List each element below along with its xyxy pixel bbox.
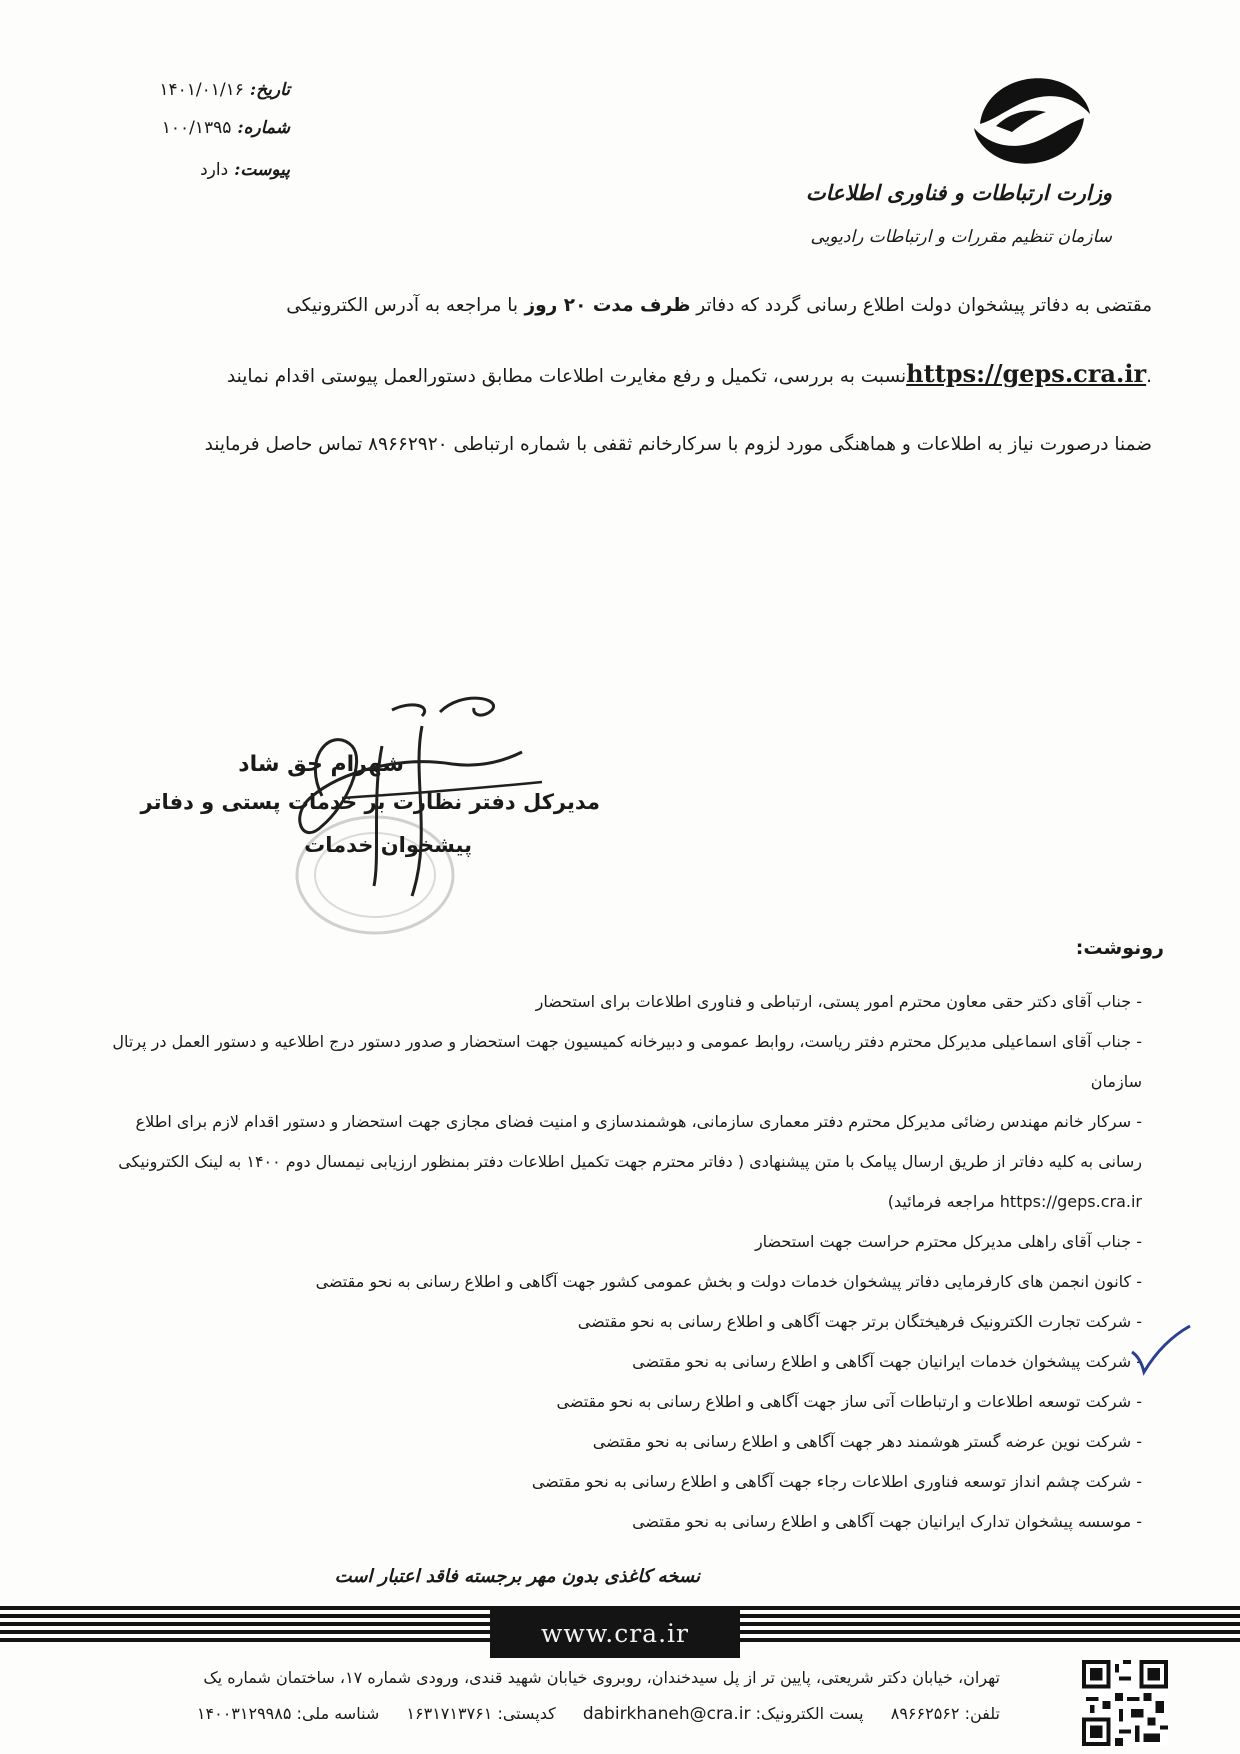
website-link[interactable]: www.cra.ir	[490, 1610, 740, 1658]
para1-text-a: مقتضی به دفاتر پیشخوان دولت اطلاع رسانی گردد که دفاتر	[690, 295, 1152, 316]
para2-text: نسبت به بررسی، تکمیل و رفع مغایرت اطلاعات مطابق دستورالعمل پیوستی اقدام نمایند.	[226, 366, 1152, 387]
body-paragraph-1	[92, 292, 1152, 320]
email-label: پست الکترونیک:	[755, 1704, 864, 1723]
cc-item: - شرکت تجارت الکترونیک فرهیختگان برتر جهت آگاهی و اطلاع رسانی به نحو مقتضی	[577, 1312, 1142, 1331]
cc-item: - شرکت نوین عرضه گستر هوشمند دهر جهت آگاهی و اطلاع رسانی به نحو مقتضی	[592, 1432, 1142, 1451]
phone-label: تلفن:	[964, 1704, 1000, 1723]
signer-title-line-2: پیشخوان خدمات	[304, 833, 472, 857]
cc-heading: رونوشت:	[1075, 937, 1164, 959]
attachment-value: دارد	[200, 160, 229, 180]
signer-name: شهرام حق شاد	[238, 752, 404, 777]
number-label: شماره:	[237, 118, 290, 138]
letter-date	[90, 80, 290, 100]
letter-attachment	[90, 160, 290, 180]
signer-title-line-1: مدیرکل دفتر نظارت بر خدمات پستی و دفاتر	[140, 790, 600, 814]
phone-value: ۸۹۶۶۲۵۶۲	[890, 1704, 960, 1723]
date-value: ۱۴۰۱/۰۱/۱۶	[159, 80, 244, 100]
national-id-label: شناسه ملی:	[296, 1704, 380, 1723]
cc-item: - موسسه پیشخوان تدارک ایرانیان جهت آگاهی و اطلاع رسانی به نحو مقتضی	[632, 1512, 1142, 1531]
postal-code-value: ۱۶۳۱۷۱۳۷۶۱	[406, 1704, 493, 1723]
cc-item: - جناب آقای راهلی مدیرکل محترم حراست جهت استحضار	[754, 1232, 1142, 1251]
organization-name: سازمان تنظیم مقررات و ارتباطات رادیویی	[810, 227, 1112, 247]
postal-code-label: کدپستی:	[497, 1704, 556, 1723]
body-paragraph-2	[92, 360, 1152, 391]
ministry-name: وزارت ارتباطات و فناوری اطلاعات	[805, 180, 1112, 205]
cra-logo-icon	[966, 66, 1098, 176]
cc-item: - کانون انجمن های کارفرمایی دفاتر پیشخوان خدمات دولت و بخش عمومی کشور جهت آگاهی و اطلاع رسانی به نحو مقتضی	[315, 1272, 1142, 1291]
geps-link[interactable]: https://geps.cra.ir	[906, 359, 1147, 388]
cc-item: - سرکار خانم مهندس رضائی مدیرکل محترم دفتر معماری سازمانی، هوشمندسازی و امنیت فضای مجازی جهت استحضار و دستور اقدام لازم برای اطلاع رسانی به کلیه دفاتر از طریق ارسال پیامک با متن پیشنهادی ( دفاتر محترم جهت تکمیل اطلاعات دفتر بمنظور ارزیابی نیمسال دوم ۱۴۰۰ به لینک الکترونیکی https://geps.cra.ir مراجعه فرمائید)	[118, 1112, 1142, 1211]
para1-text-b: با مراجعه به آدرس الکترونیکی	[286, 295, 519, 316]
cc-item: - شرکت پیشخوان خدمات ایرانیان جهت آگاهی و اطلاع رسانی به نحو مقتضی	[632, 1352, 1142, 1371]
attachment-label: پیوست:	[234, 160, 290, 180]
cc-item: - شرکت توسعه اطلاعات و ارتباطات آتی ساز جهت آگاهی و اطلاع رسانی به نحو مقتضی	[556, 1392, 1142, 1411]
national-id-value: ۱۴۰۰۳۱۲۹۹۸۵	[196, 1704, 292, 1723]
validity-notice: نسخه کاغذی بدون مهر برجسته فاقد اعتبار است	[334, 1566, 700, 1587]
email-value[interactable]: dabirkhaneh@cra.ir	[582, 1704, 751, 1724]
postal-address: تهران، خیابان دکتر شریعتی، پایین تر از پل سیدخندان، روبروی خیابان شهید قندی، ورودی شماره ۱۷، ساختمان شماره یک	[203, 1668, 1000, 1687]
handwritten-signature-icon	[262, 686, 562, 906]
para1-deadline: ظرف مدت ۲۰ روز	[518, 295, 691, 316]
cc-item: - جناب آقای اسماعیلی مدیرکل محترم دفتر ریاست، روابط عمومی و دبیرخانه کمیسیون جهت استحضار و صدور دستور درج اطلاعیه و دستور العمل در پرتال سازمان	[112, 1032, 1142, 1091]
contact-line	[40, 1704, 1000, 1724]
number-value: ۱۰۰/۱۳۹۵	[161, 118, 232, 138]
cc-item: - شرکت چشم انداز توسعه فناوری اطلاعات رجاء جهت آگاهی و اطلاع رسانی به نحو مقتضی	[531, 1472, 1142, 1491]
letter-number	[90, 118, 290, 138]
date-label: تاریخ:	[249, 80, 290, 100]
check-mark-icon	[1128, 1322, 1194, 1378]
cc-list	[102, 982, 1142, 1542]
body-paragraph-3: ضمنا درصورت نیاز به اطلاعات و هماهنگی مورد لزوم با سرکارخانم ثقفی با شماره ارتباطی ۸۹۶۶۲۹۲۰ تماس حاصل فرمایند	[204, 434, 1152, 455]
qr-code-icon	[1082, 1660, 1168, 1746]
cc-item: - جناب آقای دکتر حقی معاون محترم امور پستی، ارتباطی و فناوری اطلاعات برای استحضار	[535, 992, 1142, 1011]
